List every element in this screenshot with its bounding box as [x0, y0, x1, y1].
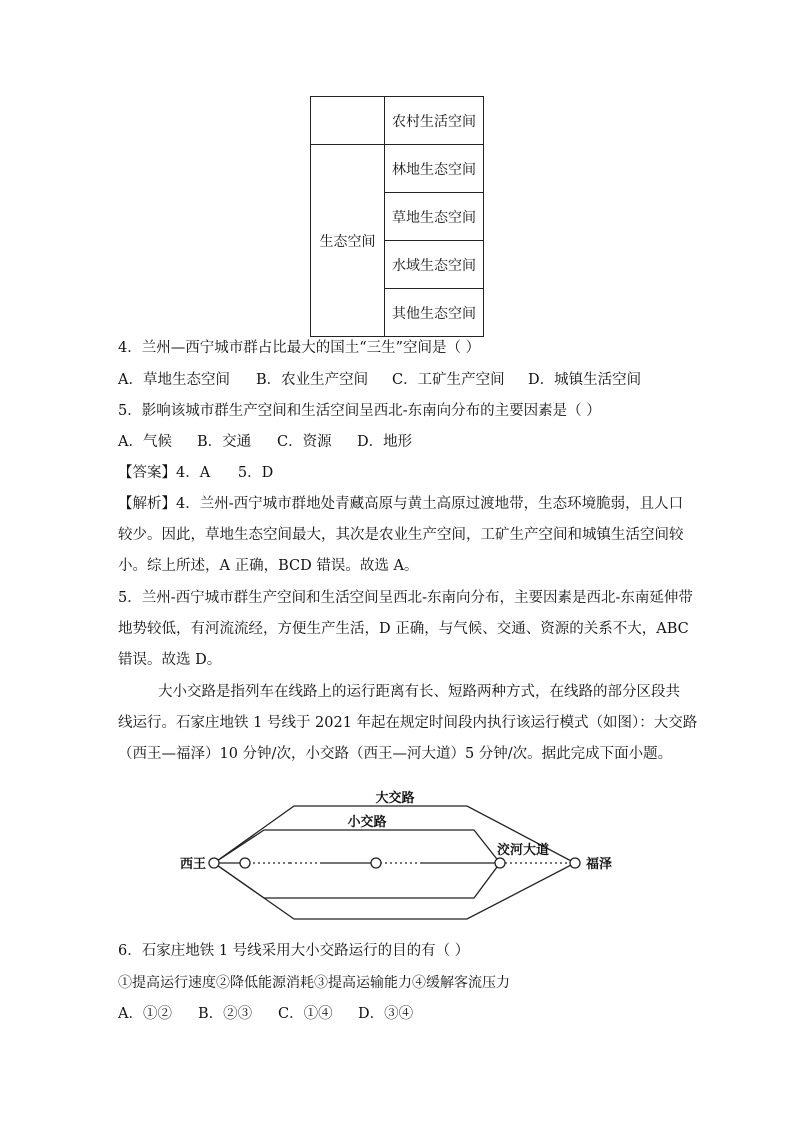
option-c: C．①④: [278, 1006, 333, 1022]
option-b: B．②③: [198, 1006, 253, 1022]
option-a: A．①②: [118, 1006, 172, 1022]
table-cell-empty: [311, 97, 385, 145]
station-marker: [371, 858, 381, 868]
space-classification-table: [310, 96, 484, 337]
option-a: A．草地生态空间: [118, 372, 230, 388]
table-cell-water: 水域生态空间: [385, 241, 484, 289]
option-d: D．③④: [358, 1006, 414, 1022]
analysis-line: 错误。故选 D。: [118, 652, 222, 668]
question-4-options: [118, 370, 641, 390]
option-d: D．城镇生活空间: [528, 372, 642, 388]
table-cell-forest: 林地生态空间: [385, 145, 484, 193]
station-fuze-label: 福泽: [586, 857, 613, 872]
station-hedadao-label: 洨河大道: [496, 843, 550, 858]
option-a: A．气候: [118, 434, 172, 450]
question-5-stem: 5．影响该城市群生产空间和生活空间呈西北-东南向分布的主要因素是（ ）: [118, 403, 601, 419]
passage-line: 大小交路是指列车在线路上的运行距离有长、短路两种方式，在线路的部分区段共: [158, 684, 680, 700]
option-b: B．农业生产空间: [256, 372, 369, 388]
analysis-line: 地势较低，有河流流经，方便生产生活，D 正确，与气候、交通、资源的关系不大，ABC: [118, 621, 689, 637]
option-b: B．交通: [197, 434, 252, 450]
analysis-line: 小。综上所述，A 正确，BCD 错误。故选 A。: [118, 558, 419, 574]
table-cell-grassland: 草地生态空间: [385, 193, 484, 241]
question-4-stem: 4．兰州—西宁城市群占比最大的国土“三生”空间是（ ）: [118, 340, 481, 356]
option-d: D．地形: [357, 434, 413, 450]
station-xiwang-marker: [209, 858, 219, 868]
question-5-options: [118, 432, 412, 452]
passage-line: （西王—福泽）10 分钟/次，小交路（西王—河大道）5 分钟/次。据此完成下面小题。: [118, 746, 673, 762]
station-xiwang-label: 西王: [179, 857, 206, 872]
station-fuze-marker: [570, 858, 580, 868]
large-route-label: 大交路: [375, 791, 415, 806]
small-route-path: [214, 830, 500, 898]
answer-line: 【答案】4．A 5．D: [118, 465, 274, 481]
passage-line: 线运行。石家庄地铁 1 号线于 2021 年起在规定时间段内执行该运行模式（如图）：大交路: [118, 715, 698, 731]
question-6-options: [118, 1004, 413, 1024]
option-c: C．工矿生产空间: [392, 372, 505, 388]
table-cell-rural-living: 农村生活空间: [385, 97, 484, 145]
question-6-statements: ①提高运行速度②降低能源消耗③提高运输能力④缓解客流压力: [118, 975, 510, 991]
small-route-label: 小交路: [347, 815, 387, 830]
station-marker: [240, 858, 250, 868]
station-hedadao-marker: [495, 858, 505, 868]
route-diagram: [170, 784, 630, 920]
question-6-stem: 6．石家庄地铁 1 号线采用大小交路运行的目的有（ ）: [118, 943, 470, 959]
analysis-line: 较少。因此，草地生态空间最大，其次是农业生产空间，工矿生产空间和城镇生活空间较: [118, 527, 684, 543]
analysis-line: 5．兰州-西宁城市群生产空间和生活空间呈西北-东南向分布，主要因素是西北-东南延伸带: [118, 590, 693, 606]
analysis-line: 【解析】4．兰州-西宁城市群地处青藏高原与黄土高原过渡地带，生态环境脆弱，且人口: [118, 496, 684, 512]
table-cell-other: 其他生态空间: [385, 289, 484, 337]
option-c: C．资源: [277, 434, 332, 450]
table-cell-ecological-space: 生态空间: [311, 145, 385, 337]
